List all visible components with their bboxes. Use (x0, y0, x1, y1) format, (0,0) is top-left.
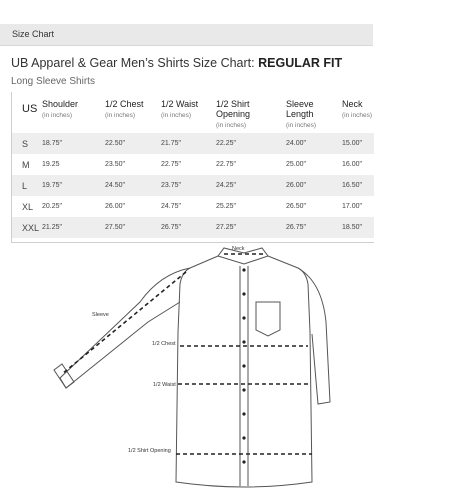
shirt-pocket (256, 302, 280, 336)
opening-label: 1/2 Shirt Opening (128, 448, 171, 454)
shirt-body (176, 256, 312, 487)
table-cell: 22.75" (161, 161, 182, 168)
shirt-measurement-diagram (0, 242, 458, 504)
header-title: Size Chart (12, 29, 55, 39)
table-cell: S (12, 133, 42, 154)
table-cell: 21.25" (42, 217, 105, 238)
table-cell: 24.00" (286, 133, 342, 154)
shirt-buttons (242, 268, 245, 463)
table-cell: 18.50" (342, 217, 374, 238)
column-header-us: US (22, 103, 38, 115)
button-icon (242, 316, 245, 319)
table-cell: XL (22, 201, 34, 212)
sleeve-measure-line (62, 272, 186, 374)
table-cell: 25.25" (216, 203, 237, 210)
neck-label: Neck (232, 246, 245, 252)
column-header-sleeve-length: Sleeve Length (in inches) (286, 99, 316, 129)
chest-label: 1/2 Chest (152, 341, 176, 347)
table-cell: 22.50" (105, 133, 161, 154)
table-cell: 24.75" (161, 203, 182, 210)
table-cell: 23.50" (105, 161, 126, 168)
sleeve-label: Sleeve (92, 312, 109, 318)
button-icon (242, 340, 245, 343)
right-sleeve (298, 268, 330, 404)
table-cell: 24.50" (105, 175, 161, 196)
table-cell: 26.00" (286, 175, 342, 196)
table-cell: M (22, 159, 30, 170)
table-cell: 27.25" (216, 217, 286, 238)
table-cell: 23.75" (161, 175, 216, 196)
column-header-shoulder: Shoulder (in inches) (42, 99, 79, 119)
button-icon (242, 412, 245, 415)
table-cell: 22.75" (216, 161, 237, 168)
shirt-outline (54, 248, 330, 487)
table-cell: 26.75" (286, 217, 342, 238)
size-table-container (11, 92, 374, 243)
size-chart-header (0, 24, 373, 46)
table-row (12, 154, 374, 175)
table-cell: 24.25" (216, 175, 286, 196)
table-cell: 16.00" (342, 161, 363, 168)
table-row (12, 217, 374, 238)
table-cell: 26.75" (161, 217, 216, 238)
waist-label: 1/2 Waist (153, 382, 176, 388)
title-emphasis: REGULAR FIT (258, 56, 343, 70)
table-row (12, 175, 374, 196)
table-row (12, 196, 374, 217)
column-header-shirt-opening: 1/2 Shirt Opening (in inches) (216, 99, 251, 129)
table-cell: 27.50" (105, 217, 161, 238)
table-cell: 16.50" (342, 175, 374, 196)
table-cell: 25.00" (286, 161, 307, 168)
title-prefix: UB Apparel & Gear Men’s Shirts Size Chart: (11, 56, 259, 70)
button-icon (242, 388, 245, 391)
column-header-neck: Neck (in inches) (342, 99, 372, 119)
table-cell: L (12, 175, 42, 196)
table-cell: 21.75" (161, 133, 216, 154)
page-title (11, 56, 342, 70)
table-cell: 20.25" (42, 203, 63, 210)
table-cell: 22.25" (216, 133, 286, 154)
page-subtitle: Long Sleeve Shirts (11, 76, 95, 87)
table-row (12, 133, 374, 154)
button-icon (242, 364, 245, 367)
shirt-placket (240, 266, 248, 486)
table-cell: 15.00" (342, 133, 374, 154)
button-icon (242, 436, 245, 439)
table-cell: 26.50" (286, 203, 307, 210)
column-header-chest: 1/2 Chest (in inches) (105, 99, 144, 119)
size-table (12, 92, 374, 238)
left-sleeve (60, 268, 190, 388)
table-cell: 19.25 (42, 161, 60, 168)
table-header-row (12, 92, 374, 133)
button-icon (242, 292, 245, 295)
table-cell: 26.00" (105, 203, 126, 210)
table-cell: 17.00" (342, 203, 363, 210)
button-icon (242, 460, 245, 463)
button-icon (242, 268, 245, 271)
column-header-waist: 1/2 Waist (in inches) (161, 99, 199, 119)
table-cell: 18.75" (42, 133, 105, 154)
measurement-lines (62, 254, 312, 454)
table-cell: 19.75" (42, 175, 105, 196)
table-cell: XXL (12, 217, 42, 238)
